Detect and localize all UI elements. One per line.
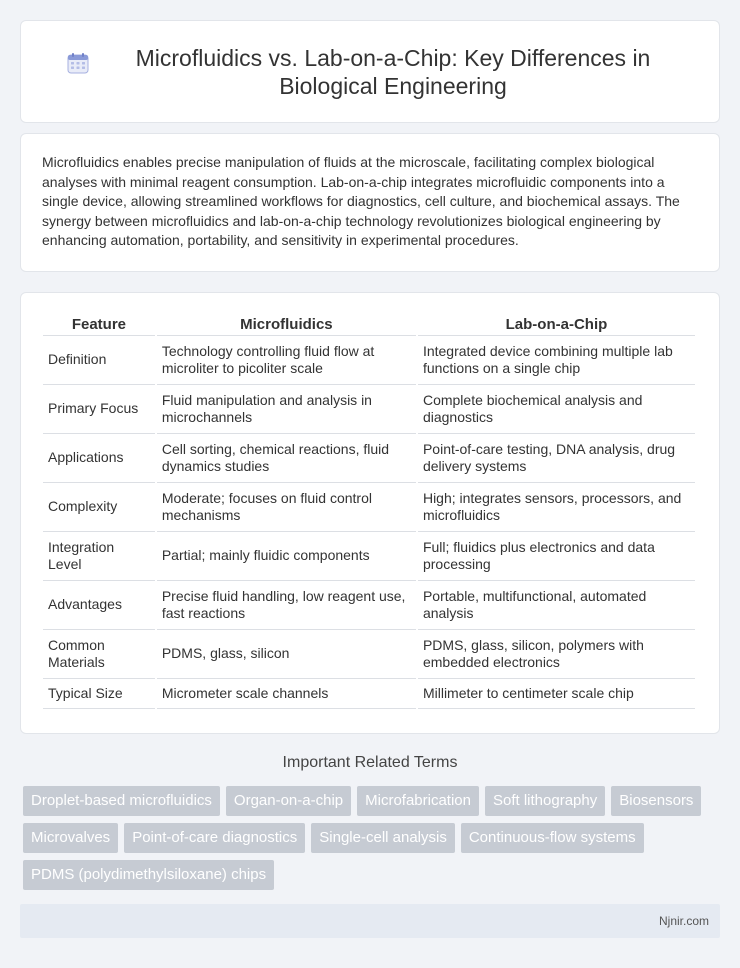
microfluidics-cell: PDMS, glass, silicon [157, 630, 416, 679]
table-row [43, 483, 695, 532]
related-term-tag[interactable]: Point-of-care diagnostics [124, 823, 305, 853]
feature-cell: Definition [43, 336, 155, 385]
footer [20, 904, 720, 938]
feature-cell: Complexity [43, 483, 155, 532]
header-feature: Feature [43, 314, 155, 336]
related-terms-heading: Important Related Terms [282, 754, 458, 771]
microfluidics-cell: Precise fluid handling, low reagent use, fast reactions [157, 581, 416, 630]
lab-on-a-chip-cell: Millimeter to centimeter scale chip [418, 679, 695, 709]
table-row [43, 434, 695, 483]
lab-on-a-chip-cell: Complete biochemical analysis and diagnostics [418, 385, 695, 434]
table-row [43, 336, 695, 385]
footer-site-link[interactable]: Njnir.com [658, 914, 709, 928]
microfluidics-cell: Fluid manipulation and analysis in microchannels [157, 385, 416, 434]
header-inner [50, 44, 690, 100]
related-term-tag[interactable]: Microfabrication [357, 786, 479, 816]
comparison-table [41, 314, 697, 709]
table-row [43, 532, 695, 581]
related-term-tag[interactable]: Microvalves [23, 823, 118, 853]
intro-paragraph: Microfluidics enables precise manipulation of fluids at the microscale, facilitating complex biological analyses with minimal reagent consumption. Lab-on-a-chip integrates microfluidic components into a single device, allowing streamlined workflows for diagnostics, cell culture, and biochemical assays. The synergy between microfluidics and lab-on-a-chip technology revolutionizes biological engineering by enhancing automation, portability, and sensitivity in experimental procedures. [42, 154, 680, 249]
related-term-tag[interactable]: Soft lithography [485, 786, 605, 816]
page-title: Microfluidics vs. Lab-on-a-Chip: Key Differences in Biological Engineering [135, 44, 651, 99]
lab-on-a-chip-cell: PDMS, glass, silicon, polymers with embedded electronics [418, 630, 695, 679]
microfluidics-cell: Partial; mainly fluidic components [157, 532, 416, 581]
table-header-row [43, 314, 695, 336]
lab-on-a-chip-cell: Point-of-care testing, DNA analysis, drug delivery systems [418, 434, 695, 483]
table-row [43, 385, 695, 434]
feature-cell: Typical Size [43, 679, 155, 709]
table-row [43, 581, 695, 630]
calendar-icon [67, 52, 89, 74]
microfluidics-cell: Micrometer scale channels [157, 679, 416, 709]
related-term-tag[interactable]: Droplet-based microfluidics [23, 786, 220, 816]
table-row [43, 630, 695, 679]
lab-on-a-chip-cell: Full; fluidics plus electronics and data processing [418, 532, 695, 581]
table-row [43, 679, 695, 709]
header-card [20, 20, 720, 123]
related-term-tag[interactable]: Biosensors [611, 786, 701, 816]
lab-on-a-chip-cell: Integrated device combining multiple lab functions on a single chip [418, 336, 695, 385]
feature-cell: Primary Focus [43, 385, 155, 434]
related-term-tag[interactable]: PDMS (polydimethylsiloxane) chips [23, 860, 274, 890]
feature-cell: Applications [43, 434, 155, 483]
lab-on-a-chip-cell: High; integrates sensors, processors, and microfluidics [418, 483, 695, 532]
microfluidics-cell: Moderate; focuses on fluid control mechanisms [157, 483, 416, 532]
comparison-table-card [20, 292, 720, 734]
feature-cell: Advantages [43, 581, 155, 630]
lab-on-a-chip-cell: Portable, multifunctional, automated analysis [418, 581, 695, 630]
related-term-tag[interactable]: Single-cell analysis [311, 823, 455, 853]
feature-cell: Integration Level [43, 532, 155, 581]
microfluidics-cell: Cell sorting, chemical reactions, fluid dynamics studies [157, 434, 416, 483]
header-microfluidics: Microfluidics [157, 314, 416, 336]
intro-card [20, 133, 720, 272]
related-term-tag[interactable]: Continuous-flow systems [461, 823, 644, 853]
related-term-tag[interactable]: Organ-on-a-chip [226, 786, 351, 816]
header-lab-on-a-chip: Lab-on-a-Chip [418, 314, 695, 336]
related-terms-list [23, 786, 713, 890]
feature-cell: Common Materials [43, 630, 155, 679]
microfluidics-cell: Technology controlling fluid flow at microliter to picoliter scale [157, 336, 416, 385]
